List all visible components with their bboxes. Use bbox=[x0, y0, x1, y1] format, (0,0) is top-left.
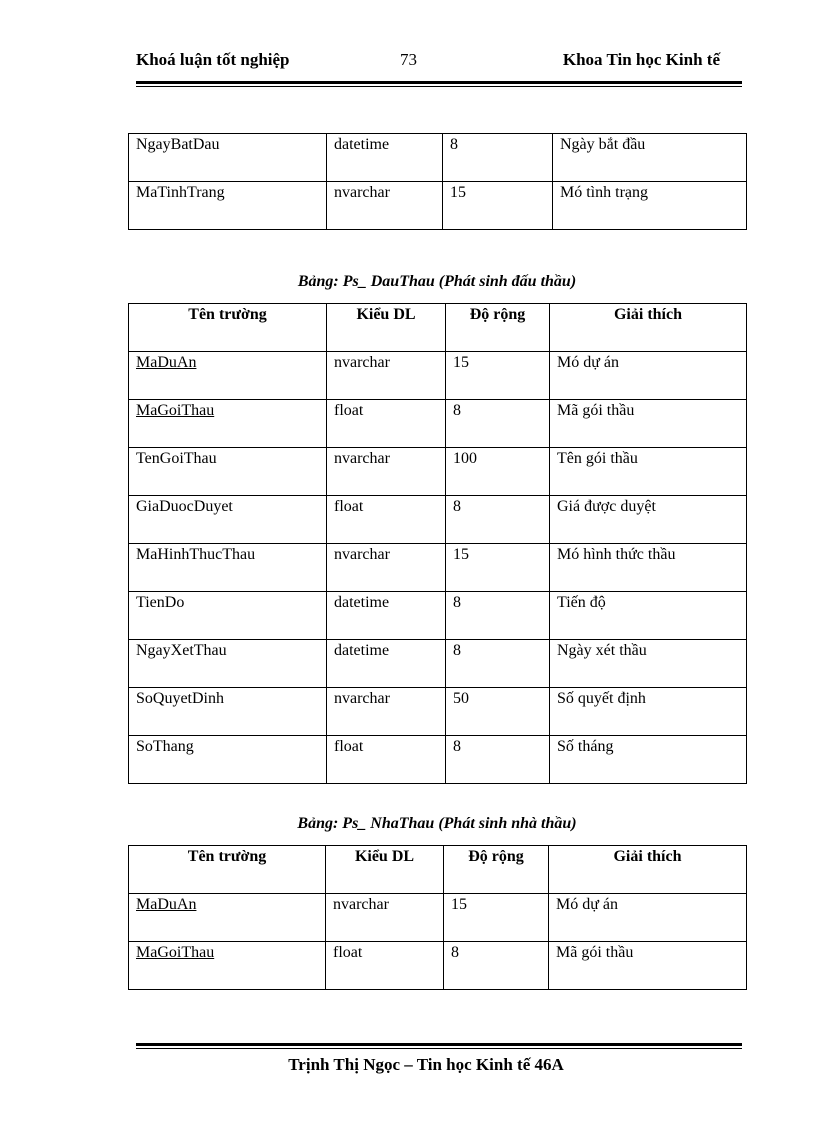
data-type: nvarchar bbox=[327, 544, 446, 592]
page-header bbox=[136, 50, 742, 72]
field-width: 8 bbox=[446, 496, 550, 544]
field-name: MaDuAn bbox=[129, 894, 326, 942]
field-width: 8 bbox=[444, 942, 549, 990]
table-row bbox=[129, 496, 747, 544]
table-row bbox=[129, 134, 747, 182]
field-description: Ngày bắt đầu bbox=[553, 134, 747, 182]
column-header: Độ rộng bbox=[446, 304, 550, 352]
field-width: 50 bbox=[446, 688, 550, 736]
field-name: MaGoiThau bbox=[129, 942, 326, 990]
field-width: 8 bbox=[446, 400, 550, 448]
column-header: Kiểu DL bbox=[327, 304, 446, 352]
data-type: nvarchar bbox=[327, 448, 446, 496]
header-divider bbox=[136, 81, 742, 87]
data-type: float bbox=[327, 400, 446, 448]
field-width: 8 bbox=[443, 134, 553, 182]
field-description: Mã gói thầu bbox=[549, 942, 747, 990]
table-ps-dauthau bbox=[128, 303, 747, 784]
field-name: SoQuyetDinh bbox=[129, 688, 327, 736]
table-caption-nhathau: Bảng: Ps_ NhaThau (Phát sinh nhà thầu) bbox=[297, 815, 577, 832]
data-type: datetime bbox=[327, 134, 443, 182]
header-thesis-title: Khoá luận tốt nghiệp bbox=[136, 50, 290, 69]
data-type: nvarchar bbox=[327, 352, 446, 400]
continued-table bbox=[128, 133, 747, 230]
field-name: SoThang bbox=[129, 736, 327, 784]
field-description: Mó dự án bbox=[549, 894, 747, 942]
field-name: NgayBatDau bbox=[129, 134, 327, 182]
column-header: Kiểu DL bbox=[326, 846, 444, 894]
header-faculty: Khoa Tin học Kinh tế bbox=[562, 50, 720, 69]
data-type: nvarchar bbox=[327, 182, 443, 230]
field-name: MaDuAn bbox=[129, 352, 327, 400]
field-description: Tiến độ bbox=[550, 592, 747, 640]
footer-divider bbox=[136, 1043, 742, 1049]
field-description: Số tháng bbox=[550, 736, 747, 784]
field-name: TenGoiThau bbox=[129, 448, 327, 496]
field-width: 8 bbox=[446, 640, 550, 688]
table-caption-dauthau: Bảng: Ps_ DauThau (Phát sinh đấu thầu) bbox=[297, 273, 577, 290]
table-row bbox=[129, 400, 747, 448]
field-description: Ngày xét thầu bbox=[550, 640, 747, 688]
field-name: MaGoiThau bbox=[129, 400, 327, 448]
column-header: Giải thích bbox=[550, 304, 747, 352]
field-name: NgayXetThau bbox=[129, 640, 327, 688]
table-row bbox=[129, 448, 747, 496]
page-number: 73 bbox=[400, 50, 417, 69]
field-width: 8 bbox=[446, 736, 550, 784]
table-ps-nhathau bbox=[128, 845, 747, 990]
column-header: Tên trường bbox=[129, 846, 326, 894]
field-description: Mó hình thức thầu bbox=[550, 544, 747, 592]
data-type: float bbox=[327, 736, 446, 784]
field-width: 15 bbox=[443, 182, 553, 230]
field-width: 15 bbox=[444, 894, 549, 942]
table-row bbox=[129, 736, 747, 784]
field-description: Mã gói thầu bbox=[550, 400, 747, 448]
page-footer: Trịnh Thị Ngọc – Tin học Kinh tế 46A bbox=[288, 1055, 564, 1074]
data-type: datetime bbox=[327, 640, 446, 688]
field-description: Mó dự án bbox=[550, 352, 747, 400]
table-row bbox=[129, 592, 747, 640]
field-width: 100 bbox=[446, 448, 550, 496]
data-type: float bbox=[326, 942, 444, 990]
table-row bbox=[129, 688, 747, 736]
table-header-row bbox=[129, 846, 747, 894]
data-type: float bbox=[327, 496, 446, 544]
field-description: Số quyết định bbox=[550, 688, 747, 736]
field-width: 15 bbox=[446, 352, 550, 400]
column-header: Độ rộng bbox=[444, 846, 549, 894]
column-header: Giải thích bbox=[549, 846, 747, 894]
table-row bbox=[129, 352, 747, 400]
field-width: 15 bbox=[446, 544, 550, 592]
field-width: 8 bbox=[446, 592, 550, 640]
field-description: Giá được duyệt bbox=[550, 496, 747, 544]
table-row bbox=[129, 942, 747, 990]
data-type: nvarchar bbox=[326, 894, 444, 942]
table-row bbox=[129, 894, 747, 942]
field-description: Mó tình trạng bbox=[553, 182, 747, 230]
field-name: MaHinhThucThau bbox=[129, 544, 327, 592]
column-header: Tên trường bbox=[129, 304, 327, 352]
field-description: Tên gói thầu bbox=[550, 448, 747, 496]
field-name: GiaDuocDuyet bbox=[129, 496, 327, 544]
field-name: MaTinhTrang bbox=[129, 182, 327, 230]
field-name: TienDo bbox=[129, 592, 327, 640]
table-header-row bbox=[129, 304, 747, 352]
table-row bbox=[129, 640, 747, 688]
data-type: nvarchar bbox=[327, 688, 446, 736]
data-type: datetime bbox=[327, 592, 446, 640]
table-row bbox=[129, 544, 747, 592]
table-row bbox=[129, 182, 747, 230]
